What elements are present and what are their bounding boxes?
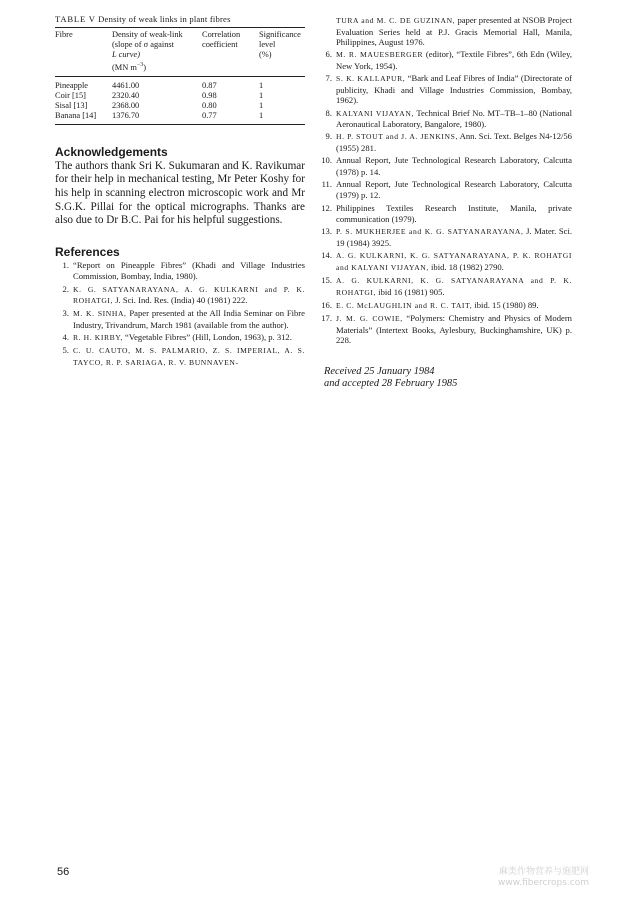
header-correlation: Correlation coefficient: [202, 30, 241, 49]
cell-significance: 1: [259, 100, 264, 110]
reference-item: 6. M. R. MAUESBERGER (editor), “Textile Fibres”, 6th Edn (Wiley, New York, 1954).: [325, 49, 573, 71]
table-row: [55, 101, 305, 111]
cell-fibre: Sisal [13]: [55, 100, 88, 110]
received-dates: [318, 366, 572, 391]
reference-item: 9. H. P. STOUT and J. A. JENKINS, Ann. Sci. Text. Belges N4-12/56 (1955) 281.: [325, 131, 572, 153]
reference-item: 13. P. S. MUKHERJEE and K. G. SATYANARAYANA, J. Mater. Sci. 19 (1984) 3925.: [321, 226, 572, 249]
references-list-right: [318, 15, 572, 346]
reference-item: 5. C. U. CAUTO, M. S. PALMARIO, Z. S. IMPERIAL, A. S. TAYCO, R. P. SARIAGA, R. V. BUNNAVEN-: [62, 345, 305, 367]
cell-correlation: 0.98: [202, 90, 217, 100]
header-density: Density of weak-link (slope of σ against L curve) (MN $m^{-3}$): [112, 30, 183, 72]
acknowledgements-heading: Acknowledgements: [55, 144, 168, 159]
reference-item: 16. E. C. McLAUGHLIN and R. C. TAIT, ibid. 15 (1980) 89.: [321, 299, 539, 310]
watermark-line-1: 麻类作物营养与施肥网: [498, 867, 589, 877]
reference-item: 10. Annual Report, Jute Technological Research Laboratory, Calcutta (1978) p. 14.: [321, 155, 572, 177]
header-fibre: Fibre: [55, 30, 73, 39]
cell-significance: 1: [259, 90, 264, 100]
cell-density: 4461.00: [112, 80, 140, 90]
references-heading: References: [55, 244, 120, 259]
table-row: [55, 111, 305, 125]
cell-fibre: Banana [14]: [55, 110, 97, 120]
reference-continuation: TURA and M. C. DE GUZINAN, paper presented at NSOB Project Evaluation Series held at P.J. Gracis Memorial Hall, Manila, Philippines, August 1976.: [336, 15, 573, 48]
accepted-line: and accepted 28 February 1985: [324, 378, 458, 390]
reference-item: 14. A. G. KULKARNI, K. G. SATYANARAYANA, P. K. ROHATGI and KALYANI VIJAYAN, ibid. 18 (1982) 2790.: [321, 250, 572, 272]
reference-item: 2. K. G. SATYANARAYANA, A. G. KULKARNI and P. K. ROHATGI, J. Sci. Ind. Res. (India) 40 (1981) 222.: [62, 283, 305, 306]
table-header-row: [55, 28, 305, 77]
cell-significance: 1: [259, 110, 264, 120]
watermark: [498, 867, 589, 889]
reference-item: 4. R. H. KIRBY, “Vegetable Fibres” (Hill, London, 1963), p. 312.: [62, 332, 292, 343]
table-caption-label: TABLE V: [55, 14, 96, 24]
header-significance: Significance level (%): [259, 30, 301, 59]
cell-density: 2368.00: [112, 100, 140, 110]
cell-density: 1376.70: [112, 110, 140, 120]
table-caption-text: Density of weak links in plant fibres: [98, 14, 231, 24]
watermark-line-2: www.fibercrops.com: [498, 878, 589, 888]
reference-item: 15. A. G. KULKARNI, K. G. SATYANARAYANA and P. K. ROHATGI, ibid 16 (1981) 905.: [321, 275, 572, 297]
cell-correlation: 0.77: [202, 110, 217, 120]
weak-links-table: [55, 27, 305, 125]
reference-item: 3. M. K. SINHA, Paper presented at the All India Seminar on Fibre Industry, Trivandrum, March 1981 (available from the author).: [62, 308, 305, 330]
table-caption: [55, 14, 305, 24]
reference-item: 1. “Report on Pineapple Fibres” (Khadi and Village Industries Commission, Bombay, India, 1980).: [62, 259, 305, 282]
right-column: [318, 14, 572, 391]
reference-item: 12. Philippines Textiles Research Institute, Manila, private communication (1979).: [321, 202, 572, 225]
references-list-left: [55, 260, 305, 369]
reference-item: 7. S. K. KALLAPUR, “Bark and Leaf Fibres of India” (Directorate of publicity, Khadi and Village Industries Commission, Bombay, 1962).: [325, 73, 572, 106]
cell-fibre: Pineapple: [55, 80, 89, 90]
reference-item: 17. J. M. G. COWIE, “Polymers: Chemistry and Physics of Modern Materials” (Intertext Books, Aylesbury, Buckinghamshire, UK) p. 228.: [321, 312, 572, 346]
left-column: [55, 14, 305, 370]
table-row: [55, 76, 305, 91]
cell-density: 2320.40: [112, 90, 140, 100]
reference-item: 8. KALYANI VIJAYAN, Technical Brief No. MT–TB–1–80 (National Aeronautical Laboratory, Bangalore, 1980).: [325, 107, 572, 130]
received-line: Received 25 January 1984: [324, 365, 435, 377]
cell-correlation: 0.80: [202, 100, 217, 110]
cell-significance: 1: [259, 80, 264, 90]
reference-item: 11. Annual Report, Jute Technological Research Laboratory, Calcutta (1979) p. 12.: [321, 178, 572, 201]
cell-correlation: 0.87: [202, 80, 217, 90]
acknowledgements-body: The authors thank Sri K. Sukumaran and K. Ravikumar for their help in mechanical testing, Mr Peter Koshy for his help in scanning electron microscopic work and Mr S.G.K. Pillai for the optical micrographs. Thanks are also due to Dr B.C. Pai for his helpful suggestions.: [55, 159, 305, 227]
cell-fibre: Coir [15]: [55, 90, 86, 100]
table-row: [55, 91, 305, 101]
page-number: 56: [57, 866, 70, 878]
